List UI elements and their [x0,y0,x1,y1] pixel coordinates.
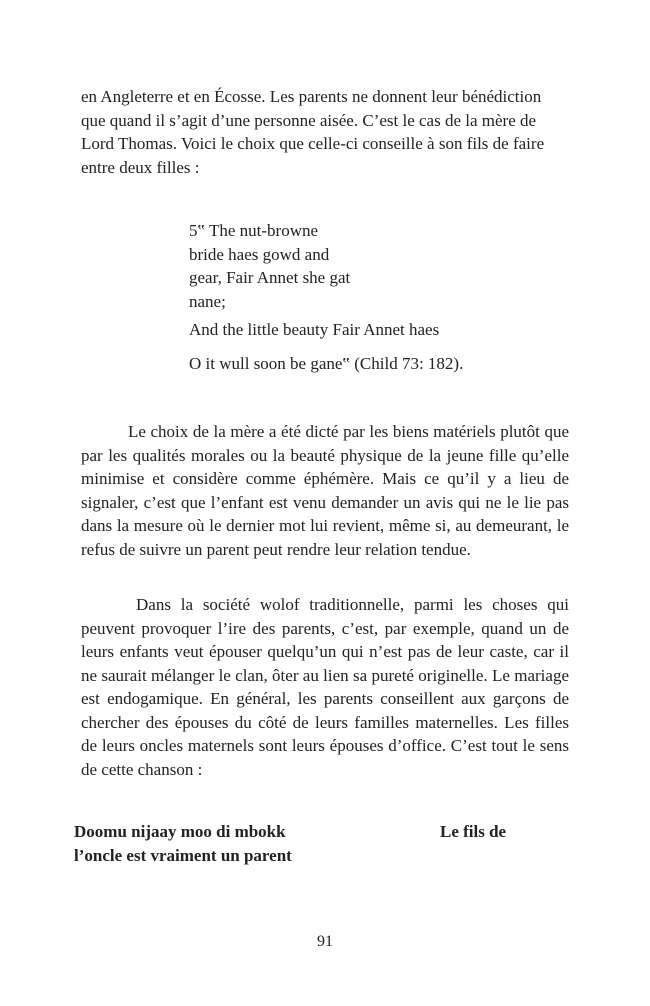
ballad-quote-citation: O it wull soon be gane‟ (Child 73: 182). [189,354,464,373]
page-number: 91 [317,933,333,950]
song-wolof-text: Doomu nijaay moo di mbokk l’oncle est vraiment un parent [74,822,292,865]
quote-line: 5‟ The nut-browne [189,221,319,240]
quote-line: gear, Fair Annet she gat [189,268,351,287]
quote-line: nane; [189,291,226,311]
wolof-paragraph: Dans la société wolof traditionnelle, parmi les choses qui peuvent provoquer l’ire des parents, c’est, par exemple, quand un de leurs enfants veut épouser quelqu’un qui n’est pas de leur caste, car il ne saurait mélanger le clan, ôter au lien sa pureté originelle. Le mariage est endogamique. En général, les parents conseillent aux garçons de chercher des épouses du côté de leurs familles maternelles. Les filles de leurs oncles maternels sont leurs épouses d’office. C’est tout le sens de cette chanson : [81,595,569,779]
song-french-text: Le fils de [440,822,507,841]
intro-paragraph: en Angleterre et en Écosse. Les parents ne donnent leur bénédiction que quand il s’agit d’une personne aisée. C’est le cas de la mère de Lord Thomas. Voici le choix que celle-ci conseille à son fils de faire entre deux filles : [81,87,545,177]
choice-paragraph: Le choix de la mère a été dicté par les biens matériels plutôt que par les qualités morales ou la beauté physique de la jeune fille qu’elle minimise et considère comme éphémère. Mais ce qu’il y a lieu de signaler, c’est que l’enfant est venu demander un avis qui ne le lie pas dans la mesure où le dernier mot lui revient, même si, au demeurant, le refus de suivre un parent peut rendre leur relation tendue. [81,422,569,559]
ballad-quote-stanza [189,219,519,313]
ballad-quote-line: And the little beauty Fair Annet haes [189,320,440,339]
quote-line: bride haes gowd and [189,244,330,264]
